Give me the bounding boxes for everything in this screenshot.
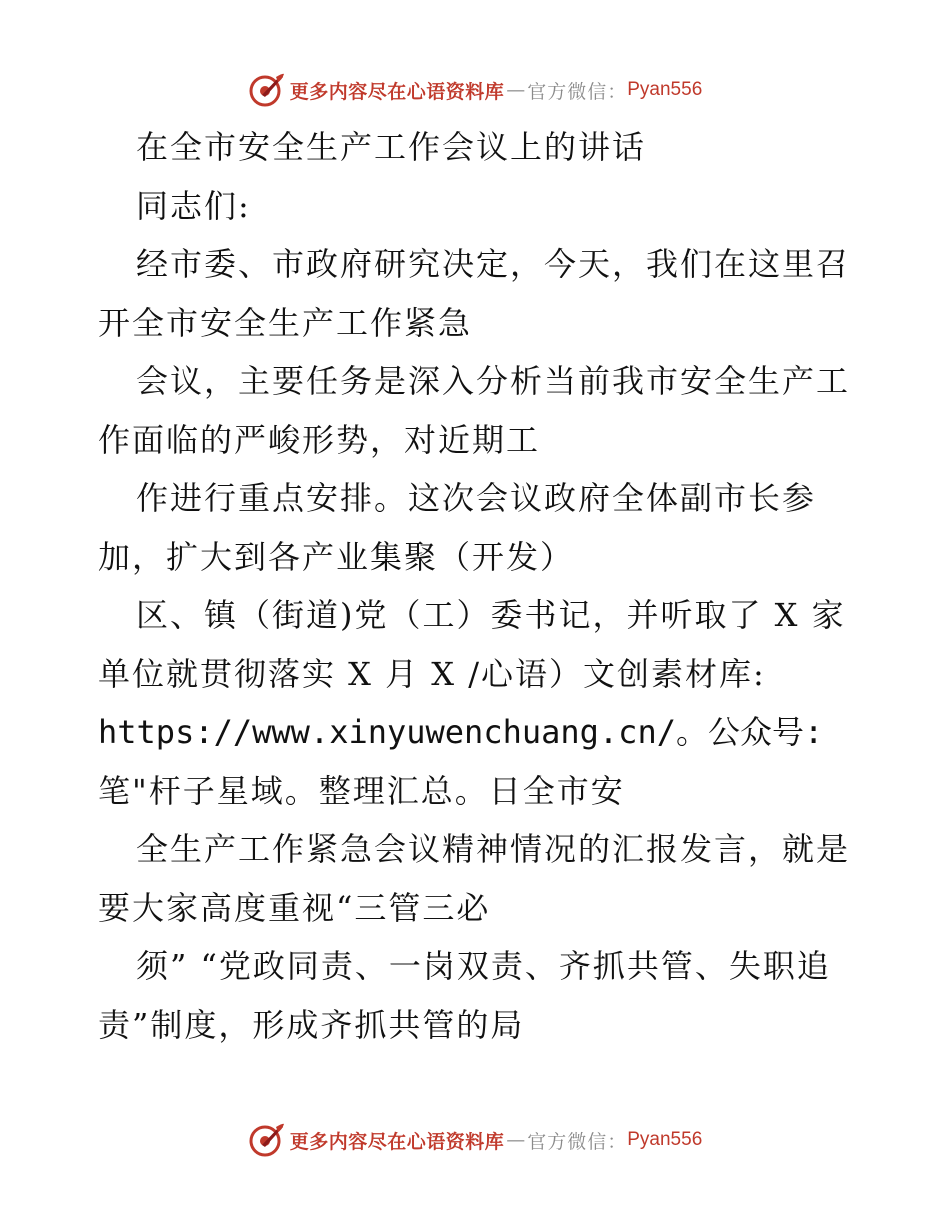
doc-line: 责”制度，形成齐抓共管的局 xyxy=(98,1005,525,1044)
banner-wechat-label: 官方微信： xyxy=(527,80,628,103)
doc-line: 笔"杆子星域。整理汇总。日全市安 xyxy=(98,771,625,810)
doc-line: 要大家高度重视“三管三必 xyxy=(98,888,491,927)
banner-separator: — xyxy=(506,1129,526,1151)
banner-wechat-id: Pyan556 xyxy=(627,1129,703,1150)
doc-line: 经市委、市政府研究决定，今天，我们在这里召 xyxy=(136,245,851,283)
banner-wechat-id: Pyan556 xyxy=(627,79,703,100)
doc-line: 区、镇（街道)党（工）委书记，并听取了 X 家 xyxy=(136,596,846,634)
banner-wechat-label: 官方微信： xyxy=(527,1130,628,1153)
doc-line: 须” “党政同责、一岗双责、齐抓共管、失职追 xyxy=(136,947,831,985)
doc-line: 开全市安全生产工作紧急 xyxy=(98,303,473,342)
header-banner xyxy=(0,70,950,110)
footer-banner xyxy=(0,1120,950,1160)
doc-line: 单位就贯彻落实 X 月 X /心语）文创素材库: xyxy=(98,654,766,693)
banner-main-text: 更多内容尽在心语资料库 xyxy=(289,80,505,103)
doc-line: 加，扩大到各产业集聚（开发） xyxy=(98,537,575,576)
doc-line: 作面临的严峻形势，对近期工 xyxy=(98,420,541,459)
doc-url-line: https://www.xinyuwenchuang.cn/。公众号: xyxy=(98,713,824,751)
doc-salutation: 同志们: xyxy=(136,186,251,225)
document-body xyxy=(98,118,858,1054)
banner-separator: — xyxy=(506,79,526,101)
banner-main-text: 更多内容尽在心语资料库 xyxy=(289,1130,505,1153)
doc-line: 全生产工作紧急会议精神情况的汇报发言，就是 xyxy=(136,830,851,868)
doc-title: 在全市安全生产工作会议上的讲话 xyxy=(136,128,647,166)
quill-logo-icon xyxy=(248,1121,286,1159)
doc-line: 作进行重点安排。这次会议政府全体副市长参 xyxy=(136,479,817,517)
quill-logo-icon xyxy=(248,71,286,109)
doc-line: 会议，主要任务是深入分析当前我市安全生产工 xyxy=(136,362,851,400)
